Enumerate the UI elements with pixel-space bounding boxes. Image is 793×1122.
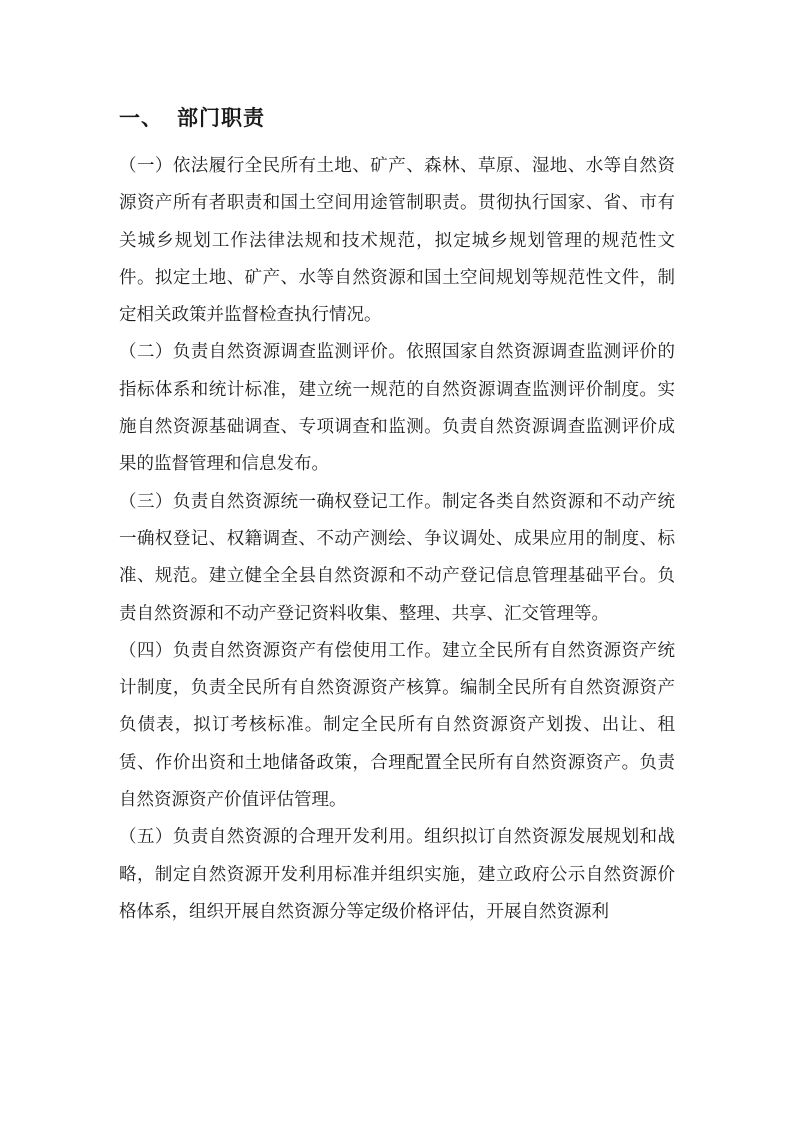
section-heading (119, 102, 265, 132)
paragraph-duty-5: （五）负责自然资源的合理开发利用。组织拟订自然资源发展规划和战略，制定自然资源开发利用标准并组织实施，建立政府公示自然资源价格体系，组织开展自然资源分等定级价格评估，开展自然资源利 (119, 827, 675, 922)
paragraph-duty-3: （三）负责自然资源统一确权登记工作。制定各类自然资源和不动产统一确权登记、权籍调查、不动产测绘、争议调处、成果应用的制度、标准、规范。建立健全全县自然资源和不动产登记信息管理基础平台。负责自然资源和不动产登记资料收集、整理、共享、汇交管理等。 (119, 491, 675, 624)
section-title: 部门职责 (177, 106, 265, 130)
paragraph-duty-1: （一）依法履行全民所有土地、矿产、森林、草原、湿地、水等自然资源资产所有者职责和国土空间用途管制职责。贯彻执行国家、省、市有关城乡规划工作法律法规和技术规范，拟定城乡规划管理的规范性文件。拟定土地、矿产、水等自然资源和国土空间规划等规范性文件，制定相关政策并监督检查执行情况。 (119, 156, 675, 326)
body-text (119, 148, 675, 931)
paragraph-duty-2: （二）负责自然资源调查监测评价。依照国家自然资源调查监测评价的指标体系和统计标准，建立统一规范的自然资源调查监测评价制度。实施自然资源基础调查、专项调查和监测。负责自然资源调查监测评价成果的监督管理和信息发布。 (119, 342, 675, 475)
section-number: 一、 (119, 106, 163, 130)
paragraph-duty-4: （四）负责自然资源资产有偿使用工作。建立全民所有自然资源资产统计制度，负责全民所有自然资源资产核算。编制全民所有自然资源资产负债表，拟订考核标准。制定全民所有自然资源资产划拨、出让、租赁、作价出资和土地储备政策，合理配置全民所有自然资源资产。负责自然资源资产价值评估管理。 (119, 640, 675, 811)
